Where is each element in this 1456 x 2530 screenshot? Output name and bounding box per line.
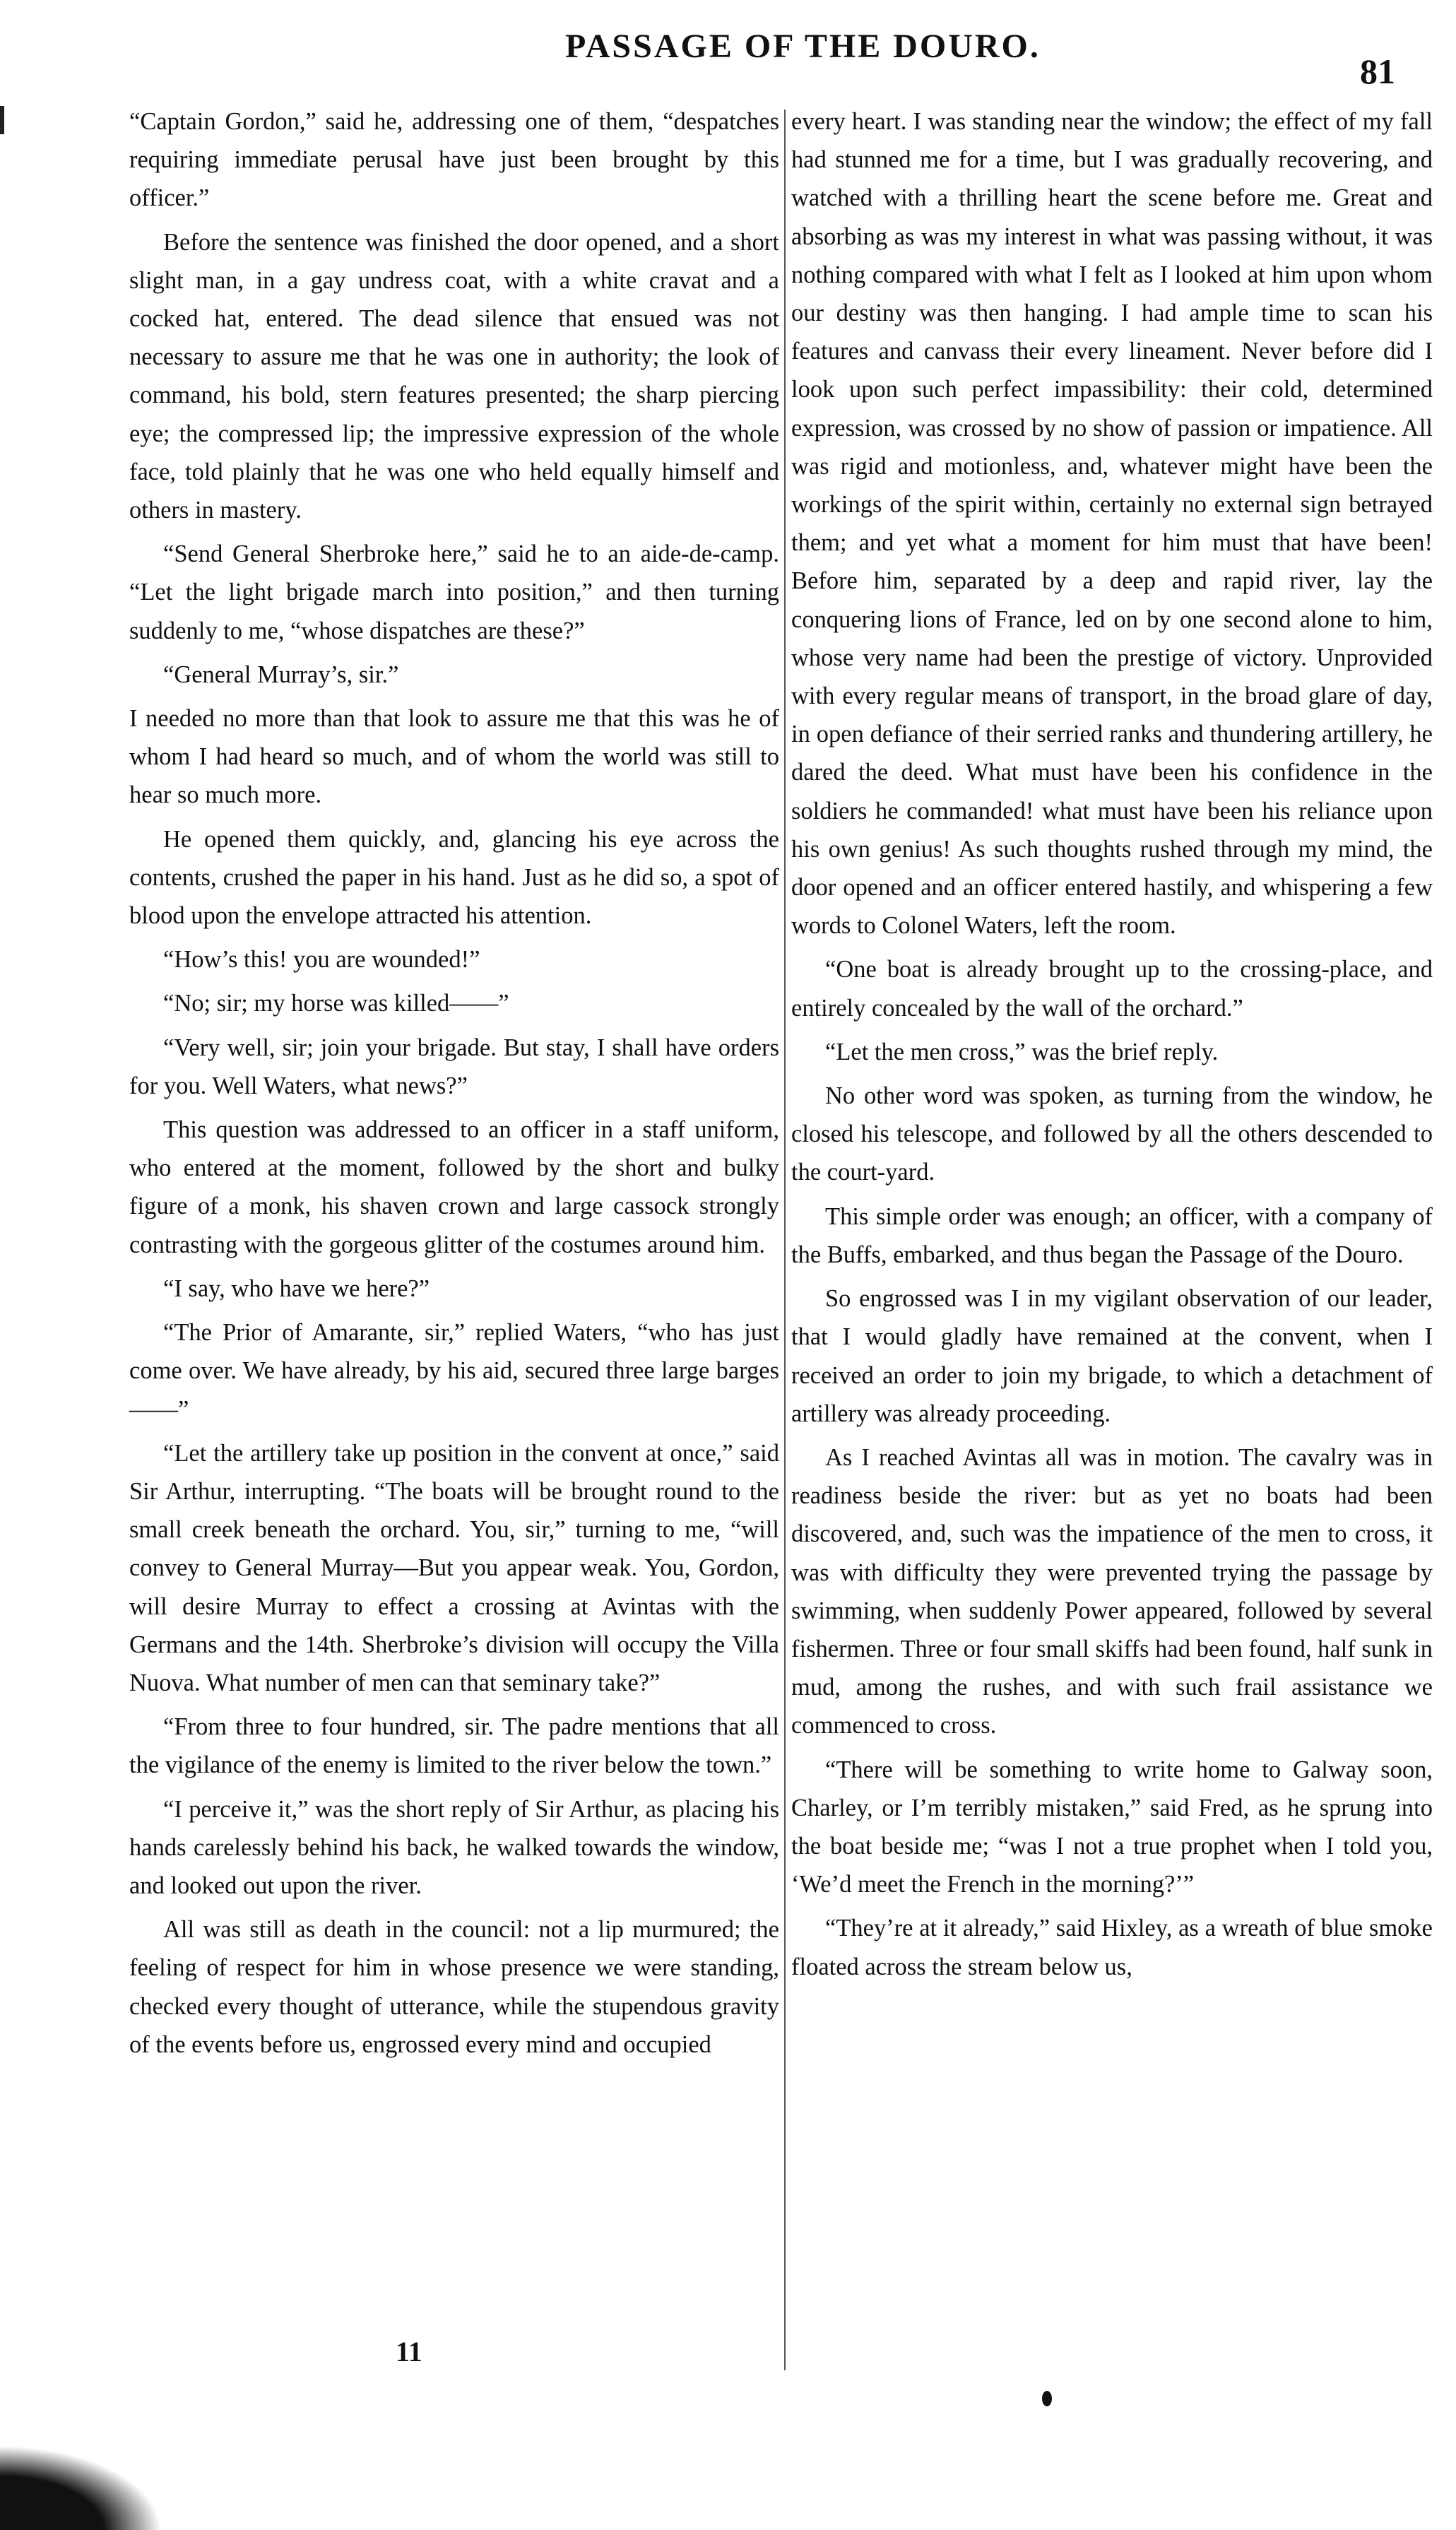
- paragraph: “Send General Sherbroke here,” said he to an aide-de-camp. “Let the light brigade march into position,” and then turning suddenly to me, “whose dispatches are these?”: [129, 540, 779, 644]
- paragraph: “There will be something to write home to Galway soon, Charley, or I’m terribly mistaken,” said Fred, as he sprung into the boat beside me; “was I not a true prophet when I told you, ‘We’d meet the French in the morning?’”: [791, 1756, 1433, 1898]
- right-column: [791, 102, 1433, 1992]
- left-column: [129, 102, 779, 2069]
- signature-mark: 11: [396, 2336, 422, 2368]
- paragraph: “General Murray’s, sir.”: [163, 661, 399, 688]
- paragraph: “Captain Gordon,” said he, addressing one of them, “despatches requiring immediate perusal have just been brought by this officer.”: [129, 108, 779, 212]
- paragraph: “Let the artillery take up position in the convent at once,” said Sir Arthur, interrupting. “The boats will be brought round to the small creek beneath the orchard. You, sir,” turning to me, “will convey to General Murray—But you appear weak. You, Gordon, will desire Murray to effect a crossing at Avintas with the Germans and the 14th. Sherbroke’s division will occupy the Villa Nuova. What number of men can that seminary take?”: [129, 1439, 779, 1696]
- paragraph: He opened them quickly, and, glancing his eye across the contents, crushed the paper in his hand. Just as he did so, a spot of blood upon the envelope attracted his attention.: [129, 825, 779, 930]
- ink-spot: [1042, 2391, 1052, 2406]
- paragraph: So engrossed was I in my vigilant observation of our leader, that I would gladly have remained at the convent, when I received an order to join my brigade, to which a detachment of artillery was already proceeding.: [791, 1285, 1433, 1427]
- running-title: PASSAGE OF THE DOURO.: [565, 28, 1041, 65]
- page-edge-mark: [0, 106, 4, 134]
- paragraph: As I reached Avintas all was in motion. The cavalry was in readiness beside the river: but as yet no boats had been discovered, and, such was the impatience of the men to cross, it was with difficulty they were prevented trying the passage by swimming, when suddenly Power appeared, followed by several fishermen. Three or four small skiffs had been found, half sunk in mud, among the rushes, and with such frail assistance we commenced to cross.: [791, 1443, 1433, 1739]
- paragraph: “They’re at it already,” said Hixley, as a wreath of blue smoke floated across the stream below us,: [791, 1915, 1433, 1980]
- paragraph: “No; sir; my horse was killed——”: [163, 990, 509, 1017]
- paragraph: “The Prior of Amarante, sir,” replied Waters, “who has just come over. We have already, by his aid, secured three large barges——”: [129, 1319, 779, 1423]
- paragraph: “Very well, sir; join your brigade. But stay, I shall have orders for you. Well Waters, what news?”: [129, 1034, 779, 1099]
- page-corner-shadow: [0, 2445, 162, 2530]
- paragraph: “From three to four hundred, sir. The padre mentions that all the vigilance of the enemy is limited to the river below the town.”: [129, 1713, 779, 1779]
- paragraph: “How’s this! you are wounded!”: [163, 946, 480, 974]
- paragraph: “I perceive it,” was the short reply of Sir Arthur, as placing his hands carelessly behind his back, he walked towards the window, and looked out upon the river.: [129, 1795, 779, 1899]
- paragraph: I needed no more than that look to assure me that this was he of whom I had heard so much, and of whom the world was still to hear so much more.: [129, 705, 779, 809]
- paragraph: “One boat is already brought up to the crossing-place, and entirely concealed by the wall of the orchard.”: [791, 956, 1433, 1022]
- page-number: 81: [1360, 52, 1395, 91]
- paragraph: All was still as death in the council: not a lip murmured; the feeling of respect for him in whose presence we were standing, checked every thought of utterance, while the stupendous gravity of the events before us, engrossed every mind and occupied: [129, 1916, 779, 2058]
- paragraph: No other word was spoken, as turning from the window, he closed his telescope, and followed by all the others descended to the court-yard.: [791, 1082, 1433, 1186]
- paragraph: Before the sentence was finished the door opened, and a short slight man, in a gay undress coat, with a white cravat and a cocked hat, entered. The dead silence that ensued was not necessary to assure me that he was one in authority; the look of command, his bold, stern features presented; the sharp piercing eye; the compressed lip; the impressive expression of the whole face, told plainly that he was one who held equally himself and others in mastery.: [129, 228, 779, 524]
- paragraph: “I say, who have we here?”: [163, 1275, 430, 1302]
- paragraph: every heart. I was standing near the window; the effect of my fall had stunned me for a time, but I was gradually recovering, and watched with a thrilling heart the scene before me. Great and absorbing as was my interest in what was passing without, it was nothing compared with what I felt as I looked at him upon whom our destiny was then hanging. I had ample time to scan his features and canvass their every lineament. Never before did I look upon such perfect impassibility: their cold, determined expression, was crossed by no show of passion or impatience. All was rigid and motionless, and, whatever might have been the workings of the spirit within, certainly no external sign betrayed them; and yet what a moment for him must that have been! Before him, separated by a deep and rapid river, lay the conquering lions of France, led on by one second alone to him, whose very name had been the prestige of victory. Unprovided with every regular means of transport, in the broad glare of day, in open defiance of their serried ranks and thundering artillery, he dared the deed. What must have been his confidence in the soldiers he commanded! what must have been his reliance upon his own genius! As such thoughts rushed through my mind, the door opened and an officer entered hastily, and whispering a few words to Colonel Waters, left the room.: [791, 108, 1433, 940]
- paragraph: This question was addressed to an officer in a staff uniform, who entered at the moment, followed by the short and bulky figure of a monk, his shaven crown and large cassock strongly contrasting with the gorgeous glitter of the costumes around him.: [129, 1116, 779, 1258]
- column-divider: [784, 110, 786, 2370]
- paragraph: “Let the men cross,” was the brief reply.: [825, 1038, 1219, 1065]
- paragraph: This simple order was enough; an officer, with a company of the Buffs, embarked, and thus began the Passage of the Douro.: [791, 1202, 1433, 1268]
